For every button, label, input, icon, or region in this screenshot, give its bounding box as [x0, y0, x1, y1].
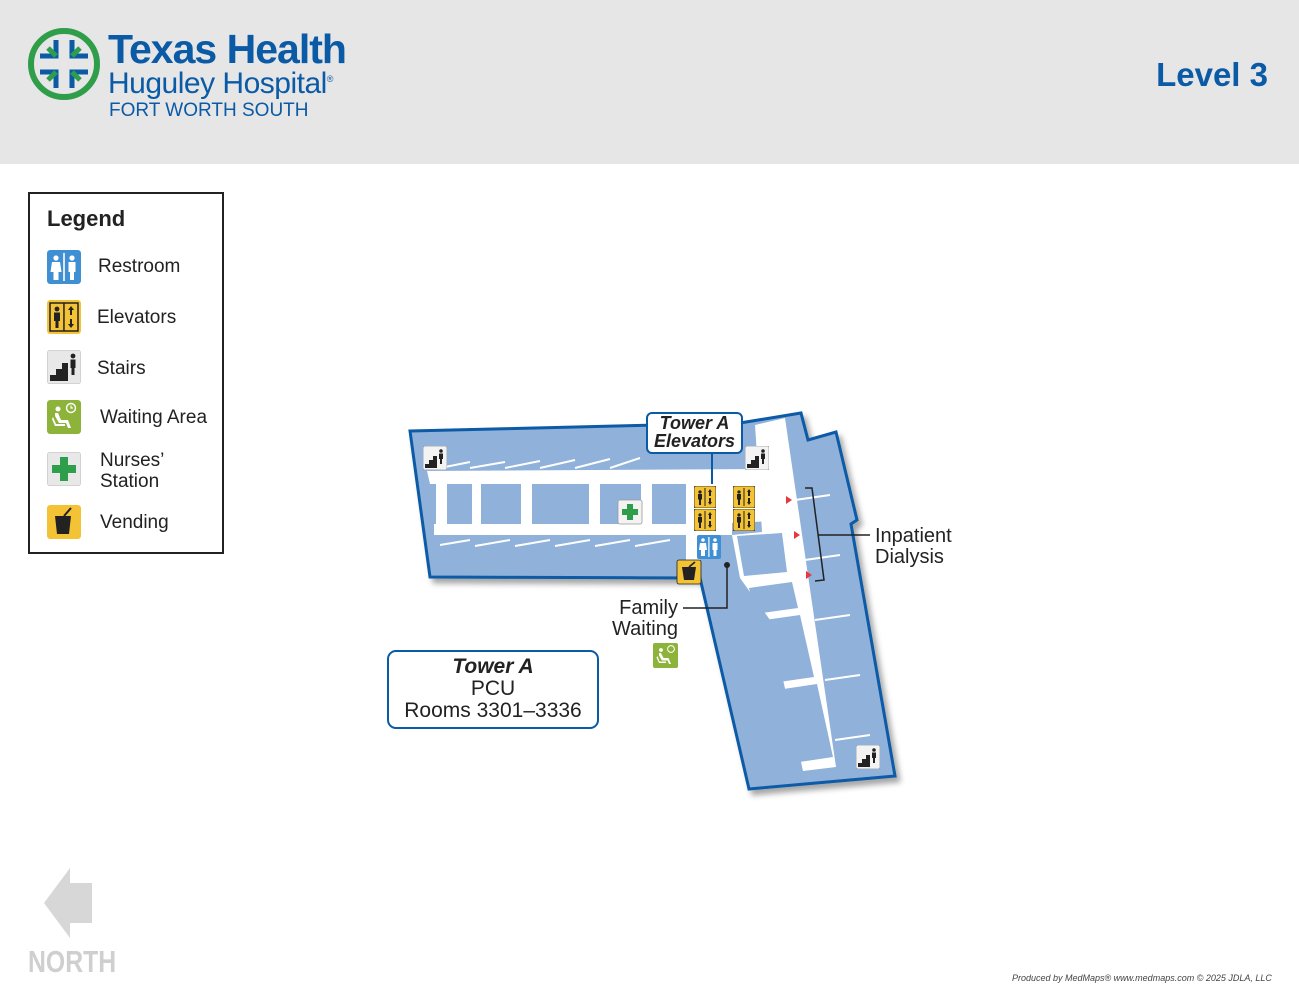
nurses-station-icon [618, 500, 642, 524]
tower-a-pcu-label [387, 650, 599, 729]
legend-vending-label: Vending [100, 512, 169, 533]
elevators-callout-line2: Elevators [653, 431, 736, 451]
elevator-icon [733, 509, 755, 531]
legend-nurses-line1: Nurses’ [100, 450, 165, 471]
restroom-icon [697, 535, 721, 559]
stairs-icon [745, 446, 769, 470]
tower-line1: Tower A [452, 655, 534, 678]
legend-restroom-label: Restroom [98, 256, 181, 277]
stairs-icon [423, 446, 447, 470]
family-line2: Waiting [612, 618, 678, 640]
waiting-area-icon [653, 643, 678, 668]
level-title: Level 3 [1156, 56, 1268, 93]
brand-name: Texas Health [108, 26, 346, 72]
compass-label: NORTH [28, 944, 117, 979]
brand-location: FORT WORTH SOUTH [109, 100, 309, 121]
inpatient-dialysis-label [875, 526, 952, 568]
legend-waiting-area-label: Waiting Area [100, 407, 208, 428]
elevator-icon [733, 486, 755, 508]
credit-text: Produced by MedMaps® www.medmaps.com © 2025 JDLA, LLC [1012, 973, 1272, 983]
tower-line2: PCU [470, 677, 516, 700]
dialysis-line2: Dialysis [875, 546, 944, 568]
elevator-icon [694, 486, 716, 508]
legend-title: Legend [47, 206, 126, 231]
vending-icon [677, 560, 701, 584]
legend-stairs-label: Stairs [97, 358, 146, 379]
elevator-icon [694, 509, 716, 531]
tower-line3: Rooms 3301–3336 [404, 699, 582, 722]
brand-hospital: Huguley Hospital® [108, 67, 333, 100]
dialysis-line1: Inpatient [875, 525, 952, 547]
legend-nurses-line2: Station [100, 471, 160, 492]
family-line1: Family [619, 597, 678, 619]
elevators-callout-line1: Tower A [659, 413, 730, 433]
legend-elevators-label: Elevators [97, 307, 177, 328]
tower-a-elevators-callout [646, 412, 743, 454]
family-waiting-label [612, 598, 678, 640]
stairs-icon [856, 745, 880, 769]
